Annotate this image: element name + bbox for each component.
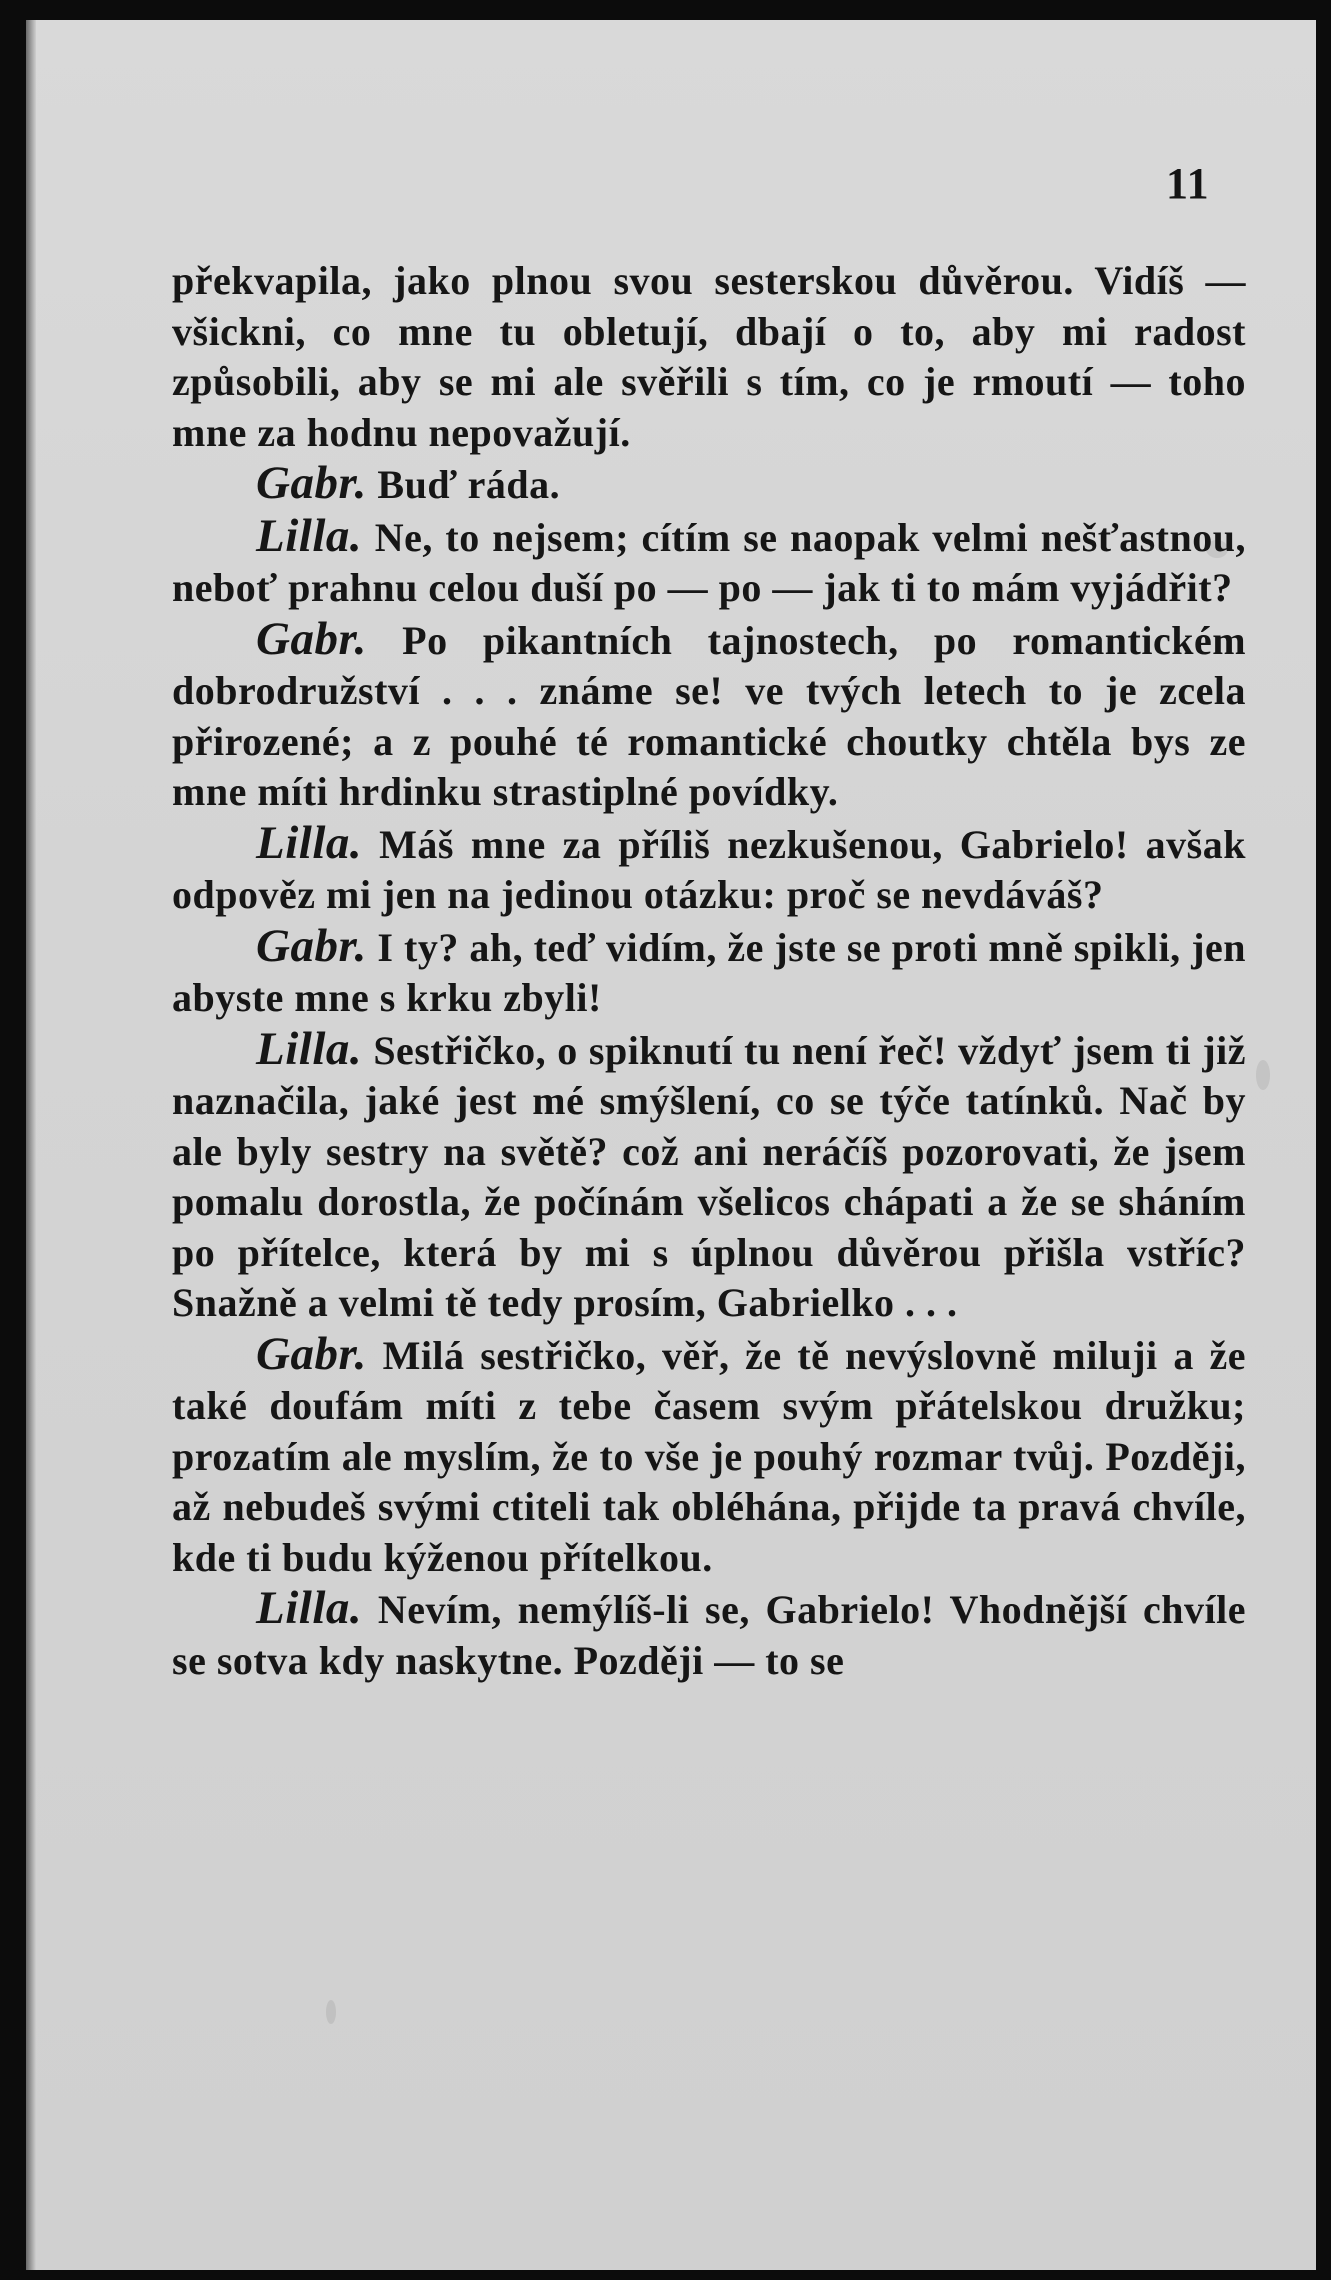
page-gutter-shadow: [26, 20, 36, 2270]
dialogue-text: I ty? ah, teď vidím, že jste se proti mně spikli, jen abyste mne s krku zbyli!: [172, 924, 1247, 1020]
dialogue-line: [172, 818, 1246, 921]
dialogue-line: [172, 1583, 1246, 1686]
dialogue-line: [172, 614, 1246, 818]
book-page: [26, 20, 1316, 2270]
paragraph-continuation: [172, 256, 1246, 458]
dialogue-text: Ne, to nejsem; cítím se naopak velmi nešťastnou, neboť prahnu celou duší po — po — jak ti to mám vyjádřit?: [172, 514, 1246, 610]
dialogue-text: Po pikantních tajnostech, po romantickém dobrodružství . . . známe se! ve tvých letech to je zcela přirozené; a z pouhé té romantické choutky chtěla bys ze mne míti hrdinku strastiplné povídky.: [172, 617, 1247, 814]
speaker-name: Gabr.: [256, 457, 367, 509]
paragraph-text: překvapila, jako plnou svou sesterskou důvěrou. Vidíš — všickni, co mne tu obletují, dbají o to, aby mi radost způsobili, aby se mi ale svěřili s tím, co je rmoutí — toho mne za hodnu nepovažují.: [172, 258, 1246, 455]
dialogue-line: [172, 1024, 1246, 1329]
dialogue-line: [172, 1329, 1246, 1584]
dialogue-line: [172, 458, 1246, 511]
dialogue-text: Buď ráda.: [377, 462, 561, 507]
speaker-name: Lilla.: [256, 509, 363, 562]
paper-blemish: [326, 2000, 336, 2024]
speaker-name: Gabr.: [256, 919, 367, 972]
paper-blemish: [1256, 1060, 1270, 1090]
speaker-name: Lilla.: [256, 1582, 363, 1634]
speaker-name: Lilla.: [256, 816, 363, 869]
dialogue-line: [172, 921, 1246, 1024]
speaker-name: Lilla.: [256, 1022, 363, 1075]
speaker-name: Gabr.: [256, 1327, 367, 1380]
dialogue-text: Máš mne za příliš nezkušenou, Gabrielo! avšak odpověz mi jen na jedinou otázku: proč se nevdáváš?: [172, 821, 1246, 917]
dialogue-text: Sestřičko, o spiknutí tu není řeč! vždyť jsem ti již naznačila, jaké jest mé smýšlení, co se týče tatínků. Nač by ale byly sestry na světě? což ani neráčíš pozorovati, že jsem pomalu dorostla, že počínám všelicos chápati a že se sháním po přítelce, která by mi s úplnou důvěrou přišla vstříc? Snažně a velmi tě tedy prosím, Gabrielko . . .: [172, 1027, 1247, 1325]
page-number: 11: [1166, 159, 1210, 208]
body-text: [172, 256, 1246, 1686]
dialogue-line: [172, 511, 1246, 614]
dialogue-text: Milá sestřičko, věř, že tě nevýslovně miluji a že také doufám míti z tebe časem svým přátelskou družku; prozatím ale myslím, že to vše je pouhý rozmar tvůj. Později, až nebudeš svými ctiteli tak obléhána, přijde ta pravá chvíle, kde ti budu kýženou přítelkou.: [172, 1332, 1246, 1580]
speaker-name: Gabr.: [256, 612, 367, 665]
dialogue-text: Nevím, nemýlíš-li se, Gabrielo! Vhodnější chvíle se sotva kdy naskytne. Později — to se: [172, 1587, 1247, 1683]
